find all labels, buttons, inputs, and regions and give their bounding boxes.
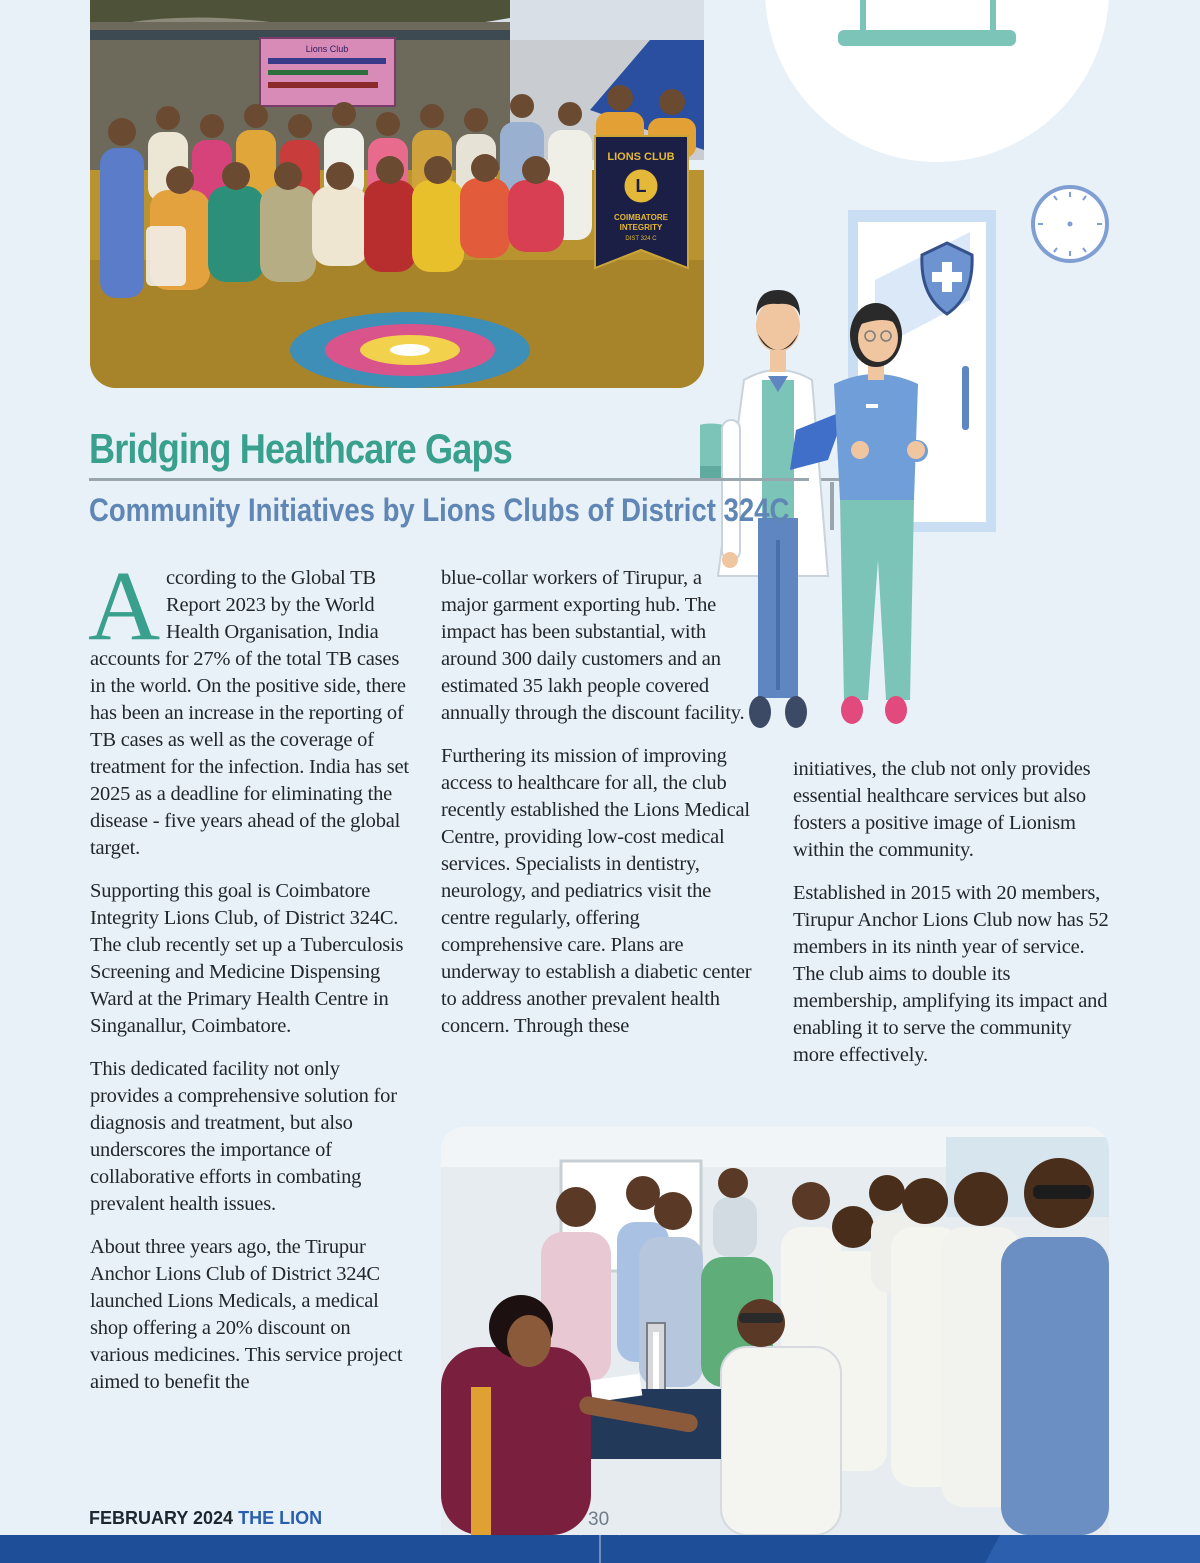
group-photo-scene (90, 0, 704, 388)
article-paragraph: About three years ago, the Tirupur Anchor Lions Club of District 324C launched Lions Medicals, a medical shop offering a 20% discount on various medicines. This service project aimed to benefit the (90, 1236, 403, 1393)
article-paragraph (88, 550, 410, 862)
article-title: Bridging Healthcare Gaps (89, 425, 512, 472)
decorative-circle (765, 0, 1109, 162)
article-paragraph: Supporting this goal is Coimbatore Integrity Lions Club, of District 324C. The club recently set up a Tuberculosis Screening and Medicine Dispensing Ward at the Primary Health Centre in Singanallur, Coimbatore. (90, 880, 404, 1037)
flag-district: DIST 324 C (625, 236, 657, 242)
article-paragraph: initiatives, the club not only provides essential healthcare services but also fosters a positive image of Lionism within the community. (793, 758, 1091, 861)
article-paragraph: Established in 2015 with 20 members, Tirupur Anchor Lions Club now has 52 members in its ninth year of service. The club aims to double its membership, amplifying its impact and enabling it to serve the community more effectively. (793, 882, 1109, 1066)
magazine-name: THE LION (238, 1508, 323, 1528)
page-number: 30 (588, 1509, 610, 1530)
flag-title: LIONS CLUB (607, 151, 675, 163)
clock-icon (1033, 187, 1107, 261)
issue-date: FEBRUARY 2024 (89, 1508, 234, 1528)
drop-cap: A (88, 550, 161, 661)
group-photo-top (90, 0, 704, 388)
medical-camp-photo (441, 1127, 1109, 1535)
svg-text:L: L (635, 176, 647, 196)
article-paragraph: blue-collar workers of Tirupur, a major garment exporting hub. The impact has been substantial, with around 300 daily customers and an estimated 35 lakh people covered annually through the discount facility. (441, 567, 745, 724)
article-column-2 (441, 565, 753, 1056)
flag-club: INTEGRITY (619, 223, 663, 232)
article-paragraph: Furthering its mission of improving access to healthcare for all, the club recently established the Lions Medical Centre, providing low-cost medical services. Specialists in dentistry, neurology, and pediatrics visit the centre regularly, offering comprehensive care. Plans are underway to establish a diabetic center to address another prevalent health concern. Through these (441, 745, 752, 1037)
article-paragraph: This dedicated facility not only provides a comprehensive solution for diagnosis and treatment, but also underscores the importance of collaborative efforts in combating prevalent health issues. (90, 1058, 397, 1215)
footer-bar (0, 1535, 1200, 1563)
lions-club-flag (595, 136, 688, 268)
medical-illustration (700, 0, 1130, 740)
medical-camp-scene (441, 1127, 1109, 1535)
banner-text: Lions Club (305, 44, 349, 54)
article-column-1 (88, 550, 410, 1412)
article-column-3 (793, 756, 1113, 1085)
footer-issue-label (89, 1508, 322, 1529)
article-subtitle: Community Initiatives by Lions Clubs of District 324C (89, 492, 790, 528)
paragraph-text: ccording to the Global TB Report 2023 by the World Health Organisation, India accounts for 27% of the total TB cases in the world. On the positive side, there has been an increase in the reporting of TB cases as well as the coverage of treatment for the infection. India has set 2025 as a deadline for eliminating the disease - five years ahead of the global target. (90, 567, 409, 859)
title-divider (89, 478, 809, 481)
flag-city: COIMBATORE (614, 213, 668, 222)
